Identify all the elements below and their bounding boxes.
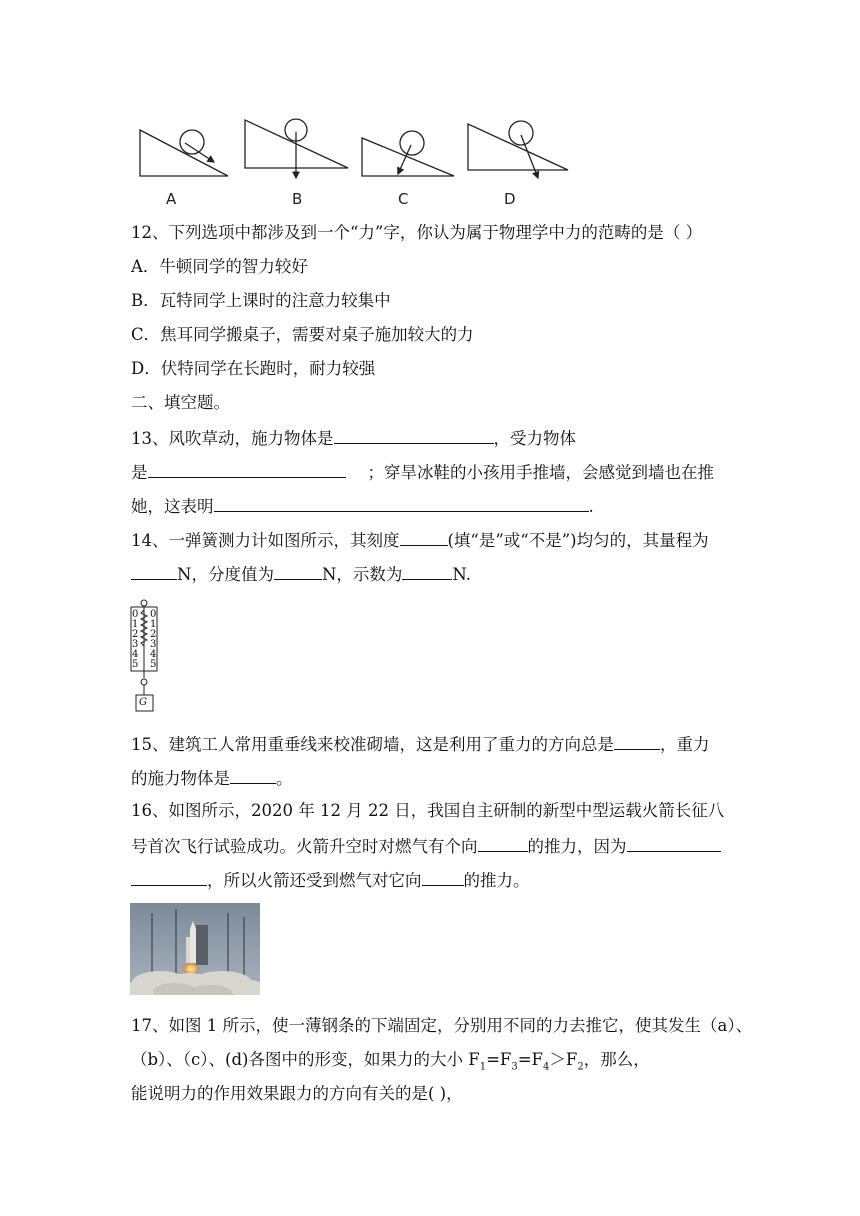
q12-option-d: D．伏特同学在长跑时，耐力较强 <box>131 359 376 378</box>
q15-line-1 <box>131 732 710 756</box>
q16-text: ，所以火箭还受到燃气对它向 <box>207 871 422 890</box>
q13-line-3 <box>131 494 594 518</box>
q14-line-2 <box>131 562 471 586</box>
option-label-a: A <box>166 190 177 208</box>
slope-option-c <box>362 131 454 176</box>
q16-line-2 <box>131 834 721 858</box>
weight-label: G <box>139 697 147 708</box>
option-label-b: B <box>292 190 303 208</box>
q15-text: 的施力物体是 <box>131 769 230 788</box>
q13-text: 是 <box>131 463 148 482</box>
q12-stem: 12、下列选项中都涉及到一个“力”字，你认为属于物理学中力的范畴的是（ ） <box>131 223 703 242</box>
q13-text: ，受力物体 <box>493 429 576 448</box>
q14-text: 14、一弹簧测力计如图所示，其刻度 <box>131 531 400 550</box>
scale-tick-right: 5 <box>150 659 157 670</box>
q14-text: N，示数为 <box>321 565 403 584</box>
answer-blank[interactable] <box>214 494 589 512</box>
q13-text: . <box>588 497 594 516</box>
q17-text: ，那么， <box>583 1050 650 1069</box>
section-heading: 二、填空题。 <box>131 393 230 412</box>
q13-text: 13、风吹草动，施力物体是 <box>131 429 334 448</box>
scale-tick-right: 0 <box>150 609 157 620</box>
answer-blank[interactable] <box>131 562 177 580</box>
q17-text: （b）、（c）、(d)各图中的形变，如果力的大小 F <box>131 1050 480 1069</box>
q16-text: 的推力，因为 <box>527 837 627 856</box>
answer-blank[interactable] <box>131 868 207 886</box>
q13-line-1 <box>131 426 576 450</box>
subscript: 3 <box>511 1061 518 1073</box>
q17-line-1: 17、如图 1 所示，使一薄钢条的下端固定，分别用不同的力去推它，使其发生（a）、 <box>131 1016 753 1035</box>
q12-option-b: B．瓦特同学上课时的注意力较集中 <box>131 291 391 310</box>
slope-option-b <box>245 119 348 178</box>
q14-text: N. <box>452 565 472 584</box>
q17-line-2 <box>131 1049 650 1078</box>
scale-tick-left: 0 <box>132 609 139 620</box>
q14-text: N，分度值为 <box>177 565 274 584</box>
answer-blank[interactable] <box>614 732 660 750</box>
q15-text: 。 <box>276 769 293 788</box>
q13-text: 她，这表明 <box>131 497 214 516</box>
scale-tick-left: 3 <box>132 639 139 650</box>
q16-line-3 <box>131 868 530 892</box>
option-label-d: D <box>504 190 516 208</box>
q17-text: ＞F <box>549 1050 578 1069</box>
q17-text: =F <box>486 1050 512 1069</box>
scale-tick-left: 4 <box>132 649 139 660</box>
scale-tick-right: 2 <box>150 629 157 640</box>
q17-text: =F <box>517 1050 543 1069</box>
scale-tick-left: 2 <box>132 629 139 640</box>
answer-blank[interactable] <box>402 562 452 580</box>
q15-line-2 <box>131 766 293 790</box>
answer-blank[interactable] <box>422 868 464 886</box>
q15-text: 15、建筑工人常用重垂线来校准砌墙，这是利用了重力的方向总是 <box>131 735 614 754</box>
q16-text: 的推力。 <box>463 871 530 890</box>
q12-option-c: C．焦耳同学搬桌子，需要对桌子施加较大的力 <box>131 325 474 344</box>
answer-blank[interactable] <box>274 562 322 580</box>
slope-option-d <box>468 121 568 178</box>
answer-blank[interactable] <box>478 834 528 852</box>
spring-scale-figure <box>126 598 166 716</box>
rocket-launch-photo <box>130 903 260 995</box>
answer-blank[interactable] <box>627 834 721 852</box>
q15-text: ，重力 <box>660 735 710 754</box>
answer-blank[interactable] <box>400 528 448 546</box>
q13-line-2 <box>131 460 714 484</box>
q14-line-1 <box>131 528 709 552</box>
scale-tick-right: 4 <box>150 649 157 660</box>
scale-tick-right: 3 <box>150 639 157 650</box>
answer-blank[interactable] <box>334 426 494 444</box>
q17-line-3: 能说明力的作用效果跟力的方向有关的是( )， <box>131 1084 463 1103</box>
q13-text: ；穿旱冰鞋的小孩用手推墙，会感觉到墙也在推 <box>367 463 714 482</box>
subscript: 2 <box>577 1061 584 1073</box>
option-label-c: C <box>398 190 409 208</box>
scale-tick-left: 1 <box>132 619 139 630</box>
q12-option-a: A．牛顿同学的智力较好 <box>131 257 308 276</box>
scale-tick-left: 5 <box>132 659 139 670</box>
answer-blank[interactable] <box>148 460 346 478</box>
answer-blank[interactable] <box>230 766 276 784</box>
slope-option-a <box>140 130 228 176</box>
subscript: 4 <box>543 1061 550 1073</box>
scale-tick-right: 1 <box>150 619 157 630</box>
subscript: 1 <box>479 1061 487 1073</box>
q16-text: 号首次飞行试验成功。火箭升空时对燃气有个向 <box>131 837 478 856</box>
q16-line-1: 16、如图所示，2020 年 12 月 22 日，我国自主研制的新型中型运载火箭长征八 <box>131 801 725 820</box>
q14-text: (填“是”或“不是”)均匀的，其量程为 <box>447 531 709 550</box>
